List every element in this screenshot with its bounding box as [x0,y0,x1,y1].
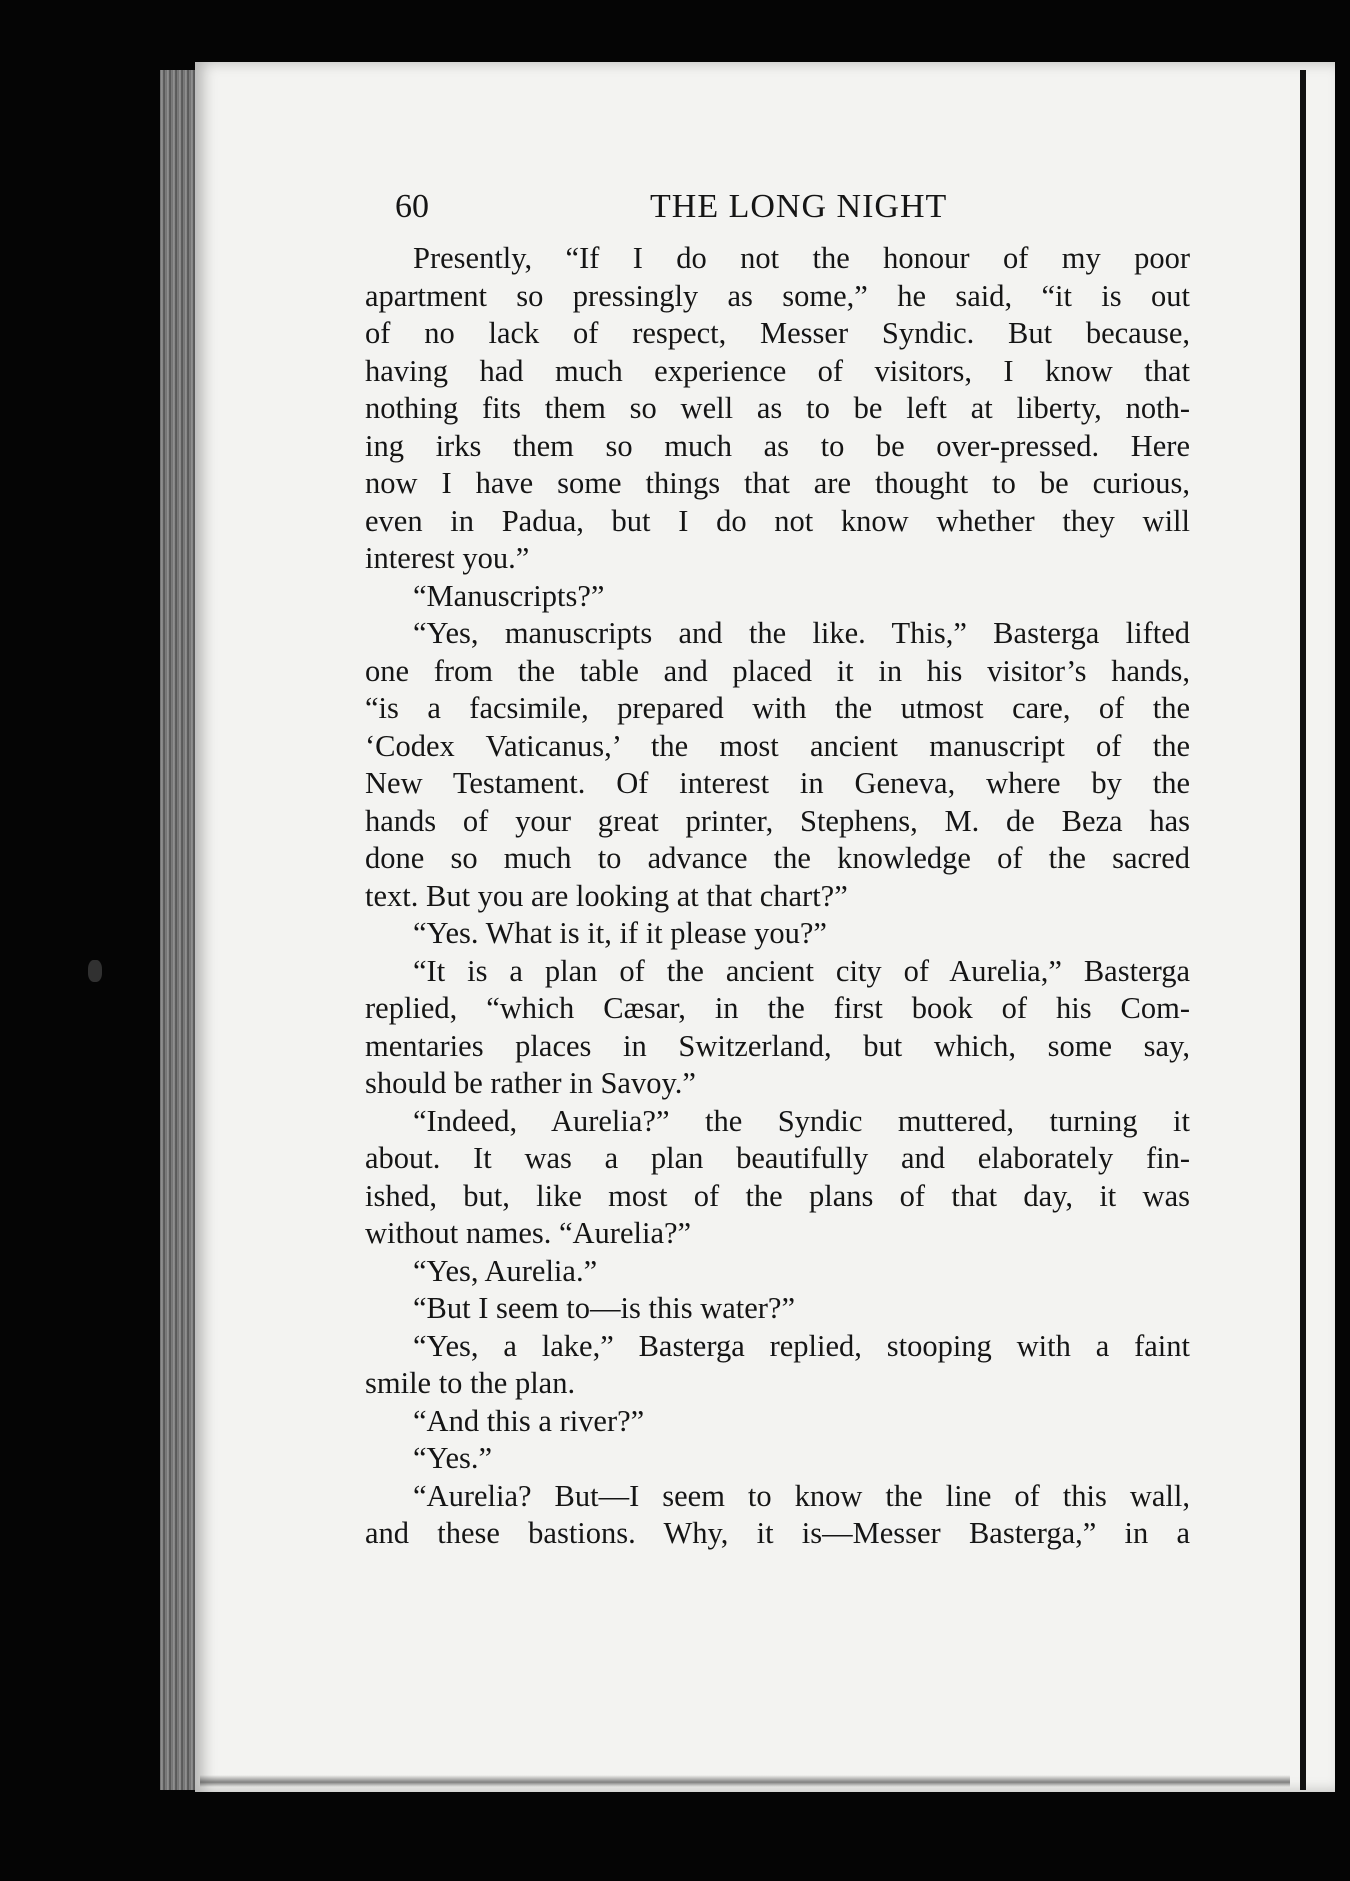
text-line: now I have some things that are thought to be curious, [365,466,1190,500]
text-line: “It is a plan of the ancient city of Aurelia,” Basterga [413,953,1190,988]
text-line: “Indeed, Aurelia?” the Syndic muttered, turning it [413,1103,1190,1138]
text-line: “Yes, a lake,” Basterga replied, stooping with a faint [413,1328,1190,1363]
text-line: interest you.” [365,541,530,575]
page-bottom-smudge [200,1775,1290,1787]
page-number: 60 [395,188,429,225]
text-line: “Manuscripts?” [413,578,605,613]
text-line: nothing fits them so well as to be left at liberty, noth- [365,391,1190,425]
text-line: smile to the plan. [365,1366,576,1400]
text-line: without names. “Aurelia?” [365,1216,692,1250]
text-line: ished, but, like most of the plans of that day, it was [365,1178,1190,1213]
body-text [365,240,1190,1553]
text-line: ing irks them so much as to be over-pressed. Here [365,428,1190,463]
text-line: replied, “which Cæsar, in the first book of his Com- [365,991,1190,1025]
text-line: mentaries places in Switzerland, but which, some say, [365,1028,1190,1063]
book-spine-edge [160,70,200,1790]
text-line: apartment so pressingly as some,” he said, “it is out [365,278,1190,313]
scan-speck [88,960,102,982]
text-line: ‘Codex Vaticanus,’ the most ancient manuscript of the [365,728,1190,763]
text-line: “And this a river?” [413,1403,645,1438]
text-line: “Yes. What is it, if it please you?” [413,916,827,950]
running-title: THE LONG NIGHT [650,188,948,225]
text-line: text. But you are looking at that chart?” [365,878,848,913]
text-line: should be rather in Savoy.” [365,1066,696,1100]
text-line: “Aurelia? But—I seem to know the line of this wall, [413,1478,1190,1513]
text-line: “But I seem to—is this water?” [413,1291,795,1325]
text-line: one from the table and placed it in his visitor’s hands, [365,653,1190,688]
text-line: hands of your great printer, Stephens, M. de Beza has [365,803,1190,838]
text-line: New Testament. Of interest in Geneva, where by the [365,766,1190,800]
text-line: “is a facsimile, prepared with the utmost care, of the [365,691,1190,725]
text-line: “Yes.” [413,1441,493,1475]
text-line: Presently, “If I do not the honour of my poor [413,241,1190,275]
text-line: done so much to advance the knowledge of the sacred [365,841,1190,875]
running-head [395,188,1195,238]
text-line: “Yes, Aurelia.” [413,1253,598,1288]
text-line: “Yes, manuscripts and the like. This,” Basterga lifted [413,616,1190,650]
text-line: having had much experience of visitors, I know that [365,353,1190,388]
text-line: even in Padua, but I do not know whether they will [365,503,1190,538]
text-line: about. It was a plan beautifully and elaborately fin- [365,1141,1190,1175]
text-line: of no lack of respect, Messer Syndic. But because, [365,316,1190,350]
page-right-border [1300,70,1306,1790]
text-line: and these bastions. Why, it is—Messer Basterga,” in a [365,1516,1190,1550]
